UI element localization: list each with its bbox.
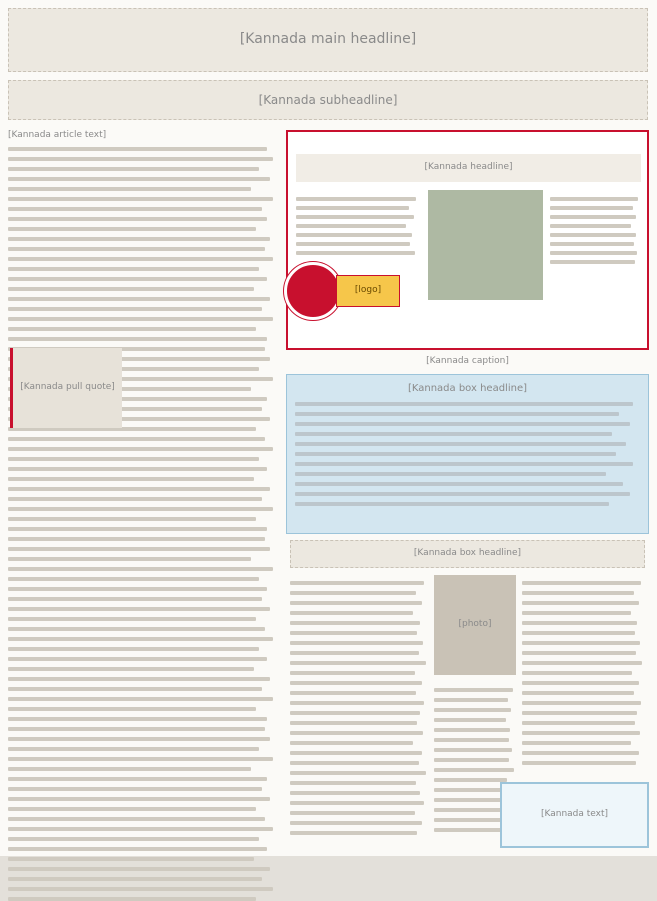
inset-caption: [Kannada caption] xyxy=(426,356,509,367)
publication-logo: [logo] xyxy=(284,262,404,320)
main-headline: [Kannada main headline] xyxy=(8,8,648,72)
sub-headline: [Kannada subheadline] xyxy=(8,80,648,120)
portrait-photo: [photo] xyxy=(434,575,516,675)
body-column: [Kannada article text] xyxy=(8,130,278,850)
profile-text-right xyxy=(522,575,646,775)
info-box: [Kannada box headline] xyxy=(286,374,649,534)
inset-headline: [Kannada headline] xyxy=(296,154,641,182)
inset-clipping xyxy=(286,130,649,350)
footer-box: [Kannada text] xyxy=(500,782,649,848)
pull-quote: [Kannada pull quote] xyxy=(10,348,122,428)
profile-text-left xyxy=(290,575,430,845)
profile-headline: [Kannada box headline] xyxy=(290,540,645,568)
inset-text-right xyxy=(550,192,642,342)
inset-photo xyxy=(428,190,543,300)
